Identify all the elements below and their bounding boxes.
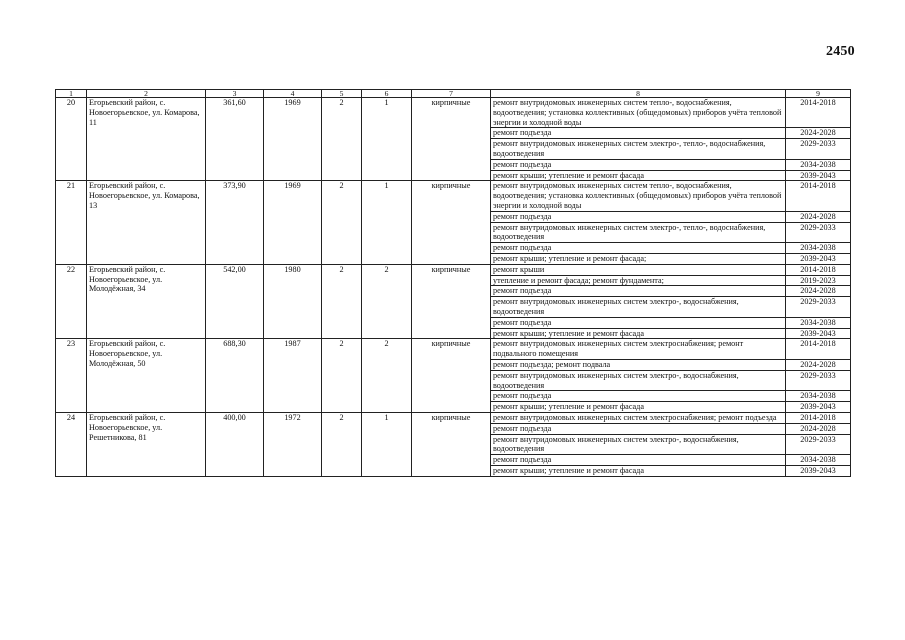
work-description-cell: ремонт внутридомовых инженерных систем электро-, водоснабжения, водоотведения: [491, 370, 786, 391]
work-description-cell: ремонт внутридомовых инженерных систем электро-, тепло-, водоснабжения, водоотведения: [491, 139, 786, 160]
table-row: [56, 264, 851, 275]
work-period-cell: 2034-2038: [786, 391, 851, 402]
work-description-cell: утепление и ремонт фасада; ремонт фундамента;: [491, 275, 786, 286]
work-period-cell: 2014-2018: [786, 98, 851, 128]
work-period-cell: 2029-2033: [786, 297, 851, 318]
table-body: [56, 90, 851, 477]
table-row: [56, 339, 851, 360]
work-period-cell: 2034-2038: [786, 455, 851, 466]
work-period-cell: 2014-2018: [786, 181, 851, 211]
material-cell: кирпичные: [412, 339, 491, 413]
year-cell: 1969: [264, 181, 322, 264]
material-cell: кирпичные: [412, 181, 491, 264]
work-period-cell: 2039-2043: [786, 170, 851, 181]
entrances-cell: 2: [362, 339, 412, 413]
floors-cell: 2: [322, 181, 362, 264]
address-cell: Егорьевский район, с. Новоегорьевское, ул. Комарова, 11: [87, 98, 206, 181]
work-description-cell: ремонт внутридомовых инженерных систем электроснабжения; ремонт подвального помещения: [491, 339, 786, 360]
year-cell: 1972: [264, 412, 322, 476]
row-number: 20: [56, 98, 87, 181]
table-row: [56, 98, 851, 128]
work-description-cell: ремонт внутридомовых инженерных систем тепло-, водоснабжения, водоотведения; установка коллективных (общедомовых) приборов учёта тепловой энергии и холодной воды: [491, 98, 786, 128]
work-period-cell: 2034-2038: [786, 243, 851, 254]
work-period-cell: 2039-2043: [786, 328, 851, 339]
table-row: [56, 181, 851, 211]
entrances-cell: 1: [362, 181, 412, 264]
work-period-cell: 2014-2018: [786, 339, 851, 360]
year-cell: 1987: [264, 339, 322, 413]
column-number-cell: 2: [87, 90, 206, 98]
work-period-cell: 2024-2028: [786, 211, 851, 222]
column-number-cell: 1: [56, 90, 87, 98]
column-number-cell: 7: [412, 90, 491, 98]
address-cell: Егорьевский район, с. Новоегорьевское, ул. Молодёжная, 50: [87, 339, 206, 413]
work-description-cell: ремонт подъезда: [491, 211, 786, 222]
material-cell: кирпичные: [412, 412, 491, 476]
work-period-cell: 2024-2028: [786, 128, 851, 139]
row-number: 21: [56, 181, 87, 264]
work-period-cell: 2029-2033: [786, 434, 851, 455]
work-description-cell: ремонт подъезда: [491, 128, 786, 139]
work-period-cell: 2039-2043: [786, 465, 851, 476]
floors-cell: 2: [322, 339, 362, 413]
work-period-cell: 2019-2023: [786, 275, 851, 286]
capital-repair-table: [55, 89, 851, 477]
row-number: 23: [56, 339, 87, 413]
material-cell: кирпичные: [412, 264, 491, 339]
work-period-cell: 2039-2043: [786, 253, 851, 264]
column-number-row: [56, 90, 851, 98]
work-description-cell: ремонт внутридомовых инженерных систем тепло-, водоснабжения, водоотведения; установка коллективных (общедомовых) приборов учёта тепловой энергии и холодной воды: [491, 181, 786, 211]
entrances-cell: 1: [362, 412, 412, 476]
work-description-cell: ремонт подъезда: [491, 317, 786, 328]
work-period-cell: 2014-2018: [786, 412, 851, 423]
page-number: 2450: [826, 44, 855, 59]
work-description-cell: ремонт внутридомовых инженерных систем электро-, водоснабжения, водоотведения: [491, 297, 786, 318]
area-cell: 373,90: [206, 181, 264, 264]
work-description-cell: ремонт внутридомовых инженерных систем электро-, водоснабжения, водоотведения: [491, 434, 786, 455]
work-description-cell: ремонт подъезда: [491, 423, 786, 434]
entrances-cell: 2: [362, 264, 412, 339]
work-description-cell: ремонт подъезда: [491, 455, 786, 466]
row-number: 24: [56, 412, 87, 476]
column-number-cell: 4: [264, 90, 322, 98]
work-period-cell: 2029-2033: [786, 370, 851, 391]
column-number-cell: 8: [491, 90, 786, 98]
work-period-cell: 2014-2018: [786, 264, 851, 275]
area-cell: 400,00: [206, 412, 264, 476]
column-number-cell: 5: [322, 90, 362, 98]
work-period-cell: 2024-2028: [786, 359, 851, 370]
work-description-cell: ремонт подъезда; ремонт подвала: [491, 359, 786, 370]
work-period-cell: 2024-2028: [786, 423, 851, 434]
area-cell: 688,30: [206, 339, 264, 413]
table-row: [56, 412, 851, 423]
work-description-cell: ремонт подъезда: [491, 286, 786, 297]
work-period-cell: 2024-2028: [786, 286, 851, 297]
work-description-cell: ремонт подъезда: [491, 243, 786, 254]
work-description-cell: ремонт крыши; утепление и ремонт фасада: [491, 402, 786, 413]
floors-cell: 2: [322, 264, 362, 339]
work-description-cell: ремонт крыши; утепление и ремонт фасада: [491, 328, 786, 339]
work-period-cell: 2039-2043: [786, 402, 851, 413]
column-number-cell: 9: [786, 90, 851, 98]
work-period-cell: 2034-2038: [786, 159, 851, 170]
column-number-cell: 3: [206, 90, 264, 98]
work-description-cell: ремонт подъезда: [491, 391, 786, 402]
address-cell: Егорьевский район, с. Новоегорьевское, ул. Комарова, 13: [87, 181, 206, 264]
material-cell: кирпичные: [412, 98, 491, 181]
work-description-cell: ремонт внутридомовых инженерных систем электро-, тепло-, водоснабжения, водоотведения: [491, 222, 786, 243]
work-period-cell: 2029-2033: [786, 139, 851, 160]
year-cell: 1969: [264, 98, 322, 181]
row-number: 22: [56, 264, 87, 339]
work-description-cell: ремонт крыши: [491, 264, 786, 275]
work-description-cell: ремонт крыши; утепление и ремонт фасада: [491, 170, 786, 181]
floors-cell: 2: [322, 98, 362, 181]
work-description-cell: ремонт внутридомовых инженерных систем электроснабжения; ремонт подъезда: [491, 412, 786, 423]
year-cell: 1980: [264, 264, 322, 339]
entrances-cell: 1: [362, 98, 412, 181]
work-description-cell: ремонт подъезда: [491, 159, 786, 170]
work-description-cell: ремонт крыши; утепление и ремонт фасада;: [491, 253, 786, 264]
work-description-cell: ремонт крыши; утепление и ремонт фасада: [491, 465, 786, 476]
address-cell: Егорьевский район, с. Новоегорьевское, ул. Молодёжная, 34: [87, 264, 206, 339]
address-cell: Егорьевский район, с. Новоегорьевское, ул. Решетникова, 81: [87, 412, 206, 476]
area-cell: 542,00: [206, 264, 264, 339]
work-period-cell: 2034-2038: [786, 317, 851, 328]
work-period-cell: 2029-2033: [786, 222, 851, 243]
area-cell: 361,60: [206, 98, 264, 181]
floors-cell: 2: [322, 412, 362, 476]
column-number-cell: 6: [362, 90, 412, 98]
